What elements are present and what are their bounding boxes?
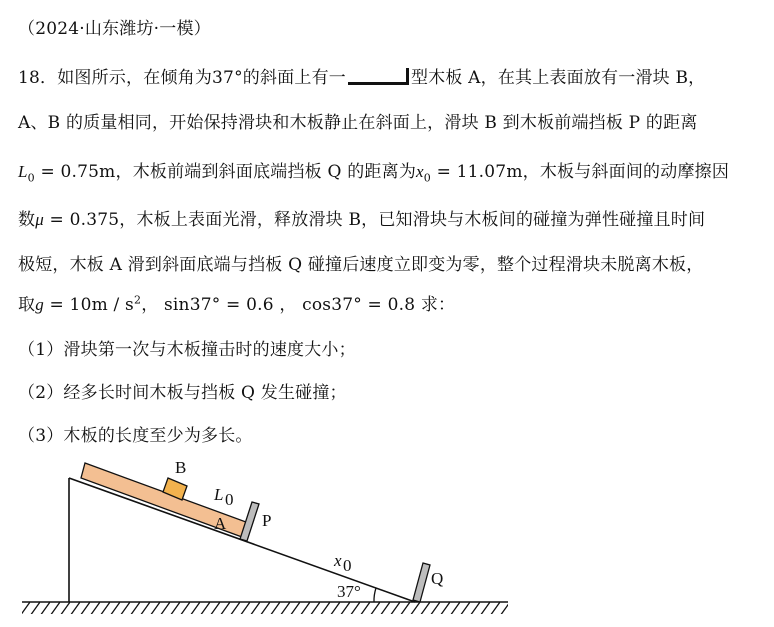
label-A: A: [214, 514, 227, 533]
text-seg: 型木板 A，在其上表面放有一滑块 B，: [410, 68, 706, 88]
question-3-text: （3）木板的长度至少为多长。: [18, 426, 253, 446]
question-2-text: （2）经多长时间木板与挡板 Q 发生碰撞；: [18, 383, 347, 403]
label-B: B: [175, 458, 187, 477]
text-seg: 如图所示，在倾角为37°的斜面上有一: [57, 68, 346, 88]
var-L: L: [18, 162, 28, 181]
angle-arc: [374, 588, 376, 602]
label-angle: 37°: [337, 582, 361, 601]
label-L: L: [214, 485, 224, 504]
label-x-sub: 0: [343, 556, 352, 575]
text-seg: = 0.75m，: [34, 162, 133, 182]
var-g: g: [35, 295, 44, 314]
text-seg: 极短，木板 A 滑到斜面底端与挡板 Q 碰撞后速度立即变为零，整个过程滑块未脱离木板，: [18, 255, 704, 275]
text-seg: = 10m / s: [43, 295, 134, 315]
text-seg: 木板前端到斜面底端挡板 Q 的距离为: [132, 162, 417, 182]
var-sup: 2: [133, 293, 142, 307]
label-Q: Q: [431, 569, 444, 588]
ground-hatching: [22, 602, 508, 614]
text-seg: 取: [18, 295, 36, 315]
text-seg: 木板与斜面间的动摩擦因: [539, 162, 730, 182]
text-seg: ， sin37° = 0.6 ， cos37° = 0.8 求：: [141, 295, 456, 315]
question-1-text: （1）滑块第一次与木板撞击时的速度大小；: [18, 340, 356, 360]
var-mu: μ: [35, 210, 44, 229]
text-seg: A、B 的质量相同，开始保持滑块和木板静止在斜面上，滑块 B 到木板前端挡板 P 的距离: [18, 113, 698, 133]
source-text: （2024·山东潍坊·一模）: [18, 19, 211, 39]
var-x-sub: 0: [423, 171, 431, 185]
text-seg: = 0.375，木板上表面光滑，释放滑块 B，已知滑块与木板间的碰撞为弹性碰撞且时间: [43, 210, 706, 230]
text-seg: 数: [18, 210, 36, 230]
problem-number: 18．: [18, 68, 58, 88]
label-L-sub: 0: [225, 490, 234, 509]
label-P: P: [262, 511, 272, 530]
plate-Q: [413, 563, 430, 602]
var-L-sub: 0: [27, 171, 35, 185]
label-x: x: [334, 551, 342, 570]
text-seg: = 11.07m，: [431, 162, 540, 182]
var-x: x: [416, 162, 424, 181]
